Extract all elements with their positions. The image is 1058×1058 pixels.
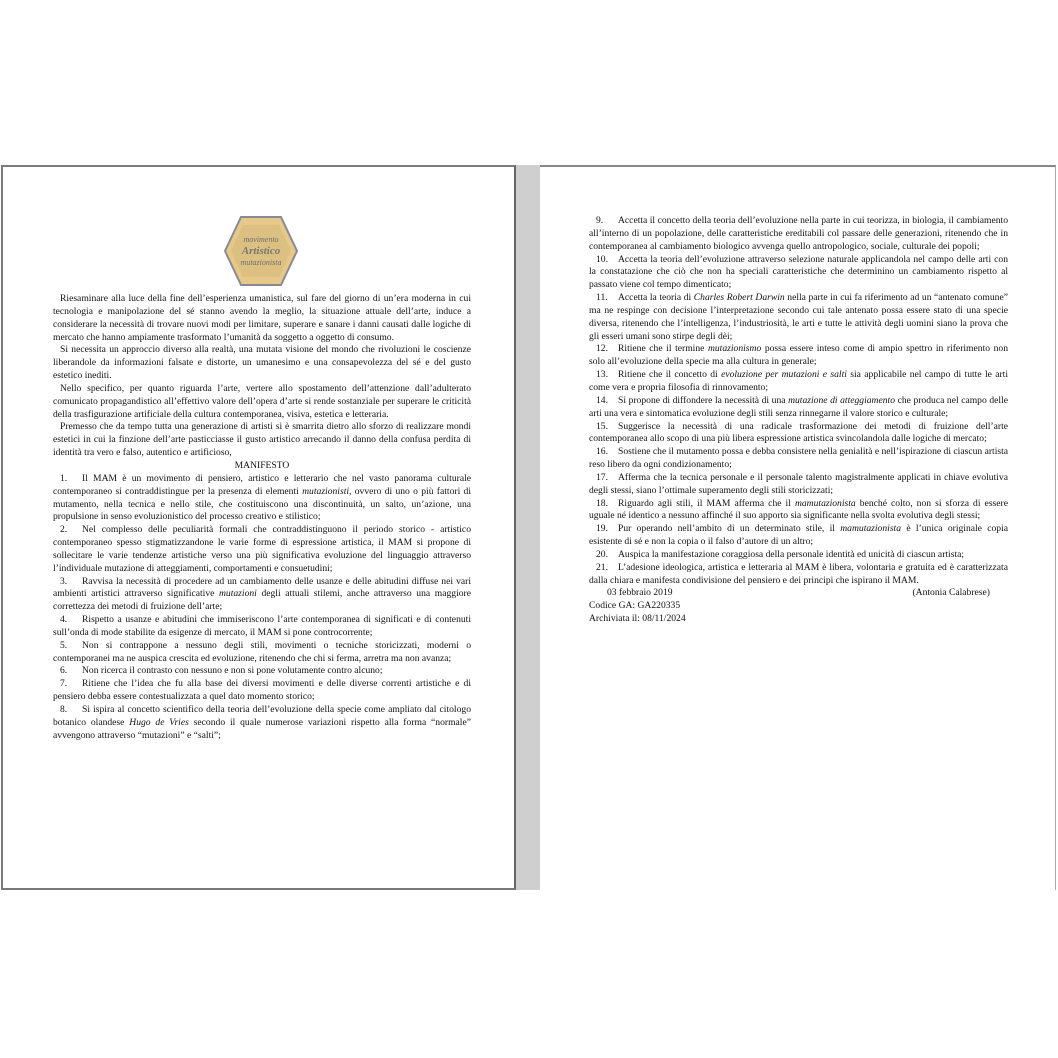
item-emphasis: Charles Robert Darwin: [693, 292, 785, 304]
intro-paragraph: Premesso che da tempo tutta una generazione di artisti si è smarrita dietro allo sforzo di realizzare mondi estetici in cui la finzione dell’arte pasticciasse il gusto artistico arrecando il danno della confusa perdita di identità tra vero e falso, autentico e artificioso,: [53, 421, 471, 459]
item-number: 10.: [596, 253, 608, 265]
manifesto-item: [53, 665, 471, 678]
item-emphasis: mamutazionista: [794, 497, 856, 509]
item-emphasis: mutazionismo: [707, 343, 762, 355]
item-number: 18.: [596, 497, 608, 509]
item-number: 8.: [60, 704, 68, 715]
left-column: [53, 293, 471, 743]
item-text-tail: possa essere inteso come di ampio spettro in riferimento non solo all’evoluzione della specie ma alla cultura in generale;: [589, 343, 1008, 368]
logo-text-3: mutazionista: [240, 258, 282, 267]
manifesto-item: [589, 421, 1008, 447]
right-page: [540, 165, 1056, 890]
manifesto-item: [589, 562, 1008, 588]
item-number: 1.: [60, 472, 68, 484]
manifesto-item: [589, 472, 1008, 498]
manifesto-item: [53, 678, 471, 704]
item-emphasis: mutazionisti: [302, 485, 350, 497]
item-number: 15.: [596, 420, 608, 432]
manifesto-item: [589, 549, 1008, 562]
manifesto-item: [53, 524, 471, 575]
manifesto-item: [589, 498, 1008, 524]
manifesto-item: [53, 576, 471, 615]
item-text: Ravvisa la necessità di procedere ad un cambiamento delle usanze e delle abitudini diffuse nei vari ambienti artistici attraverso significative: [53, 575, 471, 600]
item-text: Sostiene che il mutamento possa e debba consistere nella genialità e nell’ispirazione di ciascun artista reso libero da ogni condizionamento;: [589, 446, 1009, 471]
item-number: 11.: [596, 292, 608, 304]
author: (Antonia Calabrese): [912, 587, 990, 599]
item-number: 13.: [596, 369, 608, 381]
item-text-tail: che produca nel campo delle arti una vera e sintomatica evoluzione degli stili senza rinnegarne il valore storico e culturale;: [589, 394, 1008, 419]
document-code: Codice GA: GA220335: [589, 600, 681, 612]
item-text-tail: sia applicabile nel campo di tutte le arti come vera e propria filosofia di rinnovamento;: [589, 369, 1008, 393]
manifesto-item: [589, 395, 1008, 421]
logo-movimento-artistico-mutazionista: [223, 215, 299, 287]
manifesto-item: [589, 292, 1008, 343]
item-text: Ritiene che il concetto di: [618, 369, 722, 381]
item-number: 14.: [596, 394, 608, 406]
date: 03 febbraio 2019: [607, 587, 673, 599]
item-text: Suggerisce la necessità di una radicale trasformazione dei metodi di fruizione dell’arte contemporanea allo scopo di una più libera espressione artistica svincolandola dalle logiche di mercato;: [589, 420, 1008, 445]
item-number: 16.: [596, 446, 608, 458]
item-text: Si propone di diffondere la necessità di una: [618, 394, 789, 406]
item-text: Rispetto a usanze e abitudini che immiseriscono l’arte contemporanea di significati e di contenuti sull’onda di mode stabilite da esigenze di mercato, il MAM si pone controcorrente;: [53, 614, 471, 638]
manifesto-item: [589, 343, 1008, 369]
item-text: Ritiene che l’idea che fu alla base dei diversi movimenti e delle diverse correnti artistiche e di pensiero debba essere contestualizzata a quel dato momento storico;: [53, 678, 471, 703]
manifesto-item: [589, 523, 1008, 549]
manifesto-title: MANIFESTO: [234, 459, 290, 471]
manifesto-item: [53, 614, 471, 640]
item-emphasis: mutazione di atteggiamento: [788, 394, 895, 406]
manifesto-item: [53, 704, 471, 743]
manifesto-item: [589, 446, 1008, 472]
item-text: Nel complesso delle peculiarità formali che contraddistinguono il periodo storico - artistico contemporaneo spesso stigmatizzandone le varie forme di espressione artistica, il MAM si propone di sollecitare le varie tendenze artistiche verso una più significativa evoluzione del linguaggio attraverso l’individuale mutazione di atteggiamenti, comportamenti e consuetudini;: [53, 524, 471, 574]
item-number: 7.: [60, 678, 68, 690]
manifesto-item: [53, 473, 471, 524]
item-text: Il MAM è un movimento di pensiero, artistico e letterario che nel vasto panorama culturale contemporaneo si contraddistingue per la presenza di elementi: [53, 472, 471, 497]
intro-paragraph: Nello specifico, per quanto riguarda l’arte, vertere allo spostamento dell’attenzione dall’adulterato comunicato propagandistico all’effettivo valore dell’opera d’arte si rende sostanziale per superare le criticità della trasfigurazione artificiale della cultura contemporanea, visiva, estetica e letteraria.: [53, 382, 471, 420]
manifesto-list-right: [589, 215, 1008, 587]
item-text-tail: degli attuali stilemi, anche attraverso una maggiore correttezza dei metodi di fruizione dell’arte;: [53, 588, 471, 613]
item-text-tail: , ovvero di uno o più fattori di mutamento, nella tecnica e nello stile, che costituiscono una discontinuità, un salto, un’azione, una propulsione in senso evoluzionistico del processo creativo e stilistico;: [53, 485, 472, 523]
signature-line: [589, 587, 1008, 600]
item-text: Pur operando nell’ambito di un determinato stile, il: [618, 523, 841, 535]
item-number: 4.: [60, 614, 68, 626]
item-emphasis: Hugo de Vries: [129, 716, 189, 728]
right-column: [589, 215, 1008, 626]
item-number: 21.: [596, 561, 608, 573]
item-number: 19.: [596, 523, 608, 535]
item-text-tail: nella parte in cui fa riferimento ad un “antenato comune” ma ne respinge con decisione l’interpretazione secondo cui tale antenato possa essere stato di una specie diversa, ritenendo che l’intelligenza, l’industriosità, le arti e tutte le attività degli uomini siano la prova che gli esseri umani sono stirpe degli dèi;: [589, 292, 1008, 342]
manifesto-item: [589, 215, 1008, 254]
item-emphasis: mamutazionista: [840, 523, 902, 535]
manifesto-item: [53, 640, 471, 666]
item-number: 12.: [596, 343, 608, 355]
item-number: 20.: [596, 548, 608, 560]
item-emphasis: mutazioni: [218, 588, 257, 600]
item-number: 6.: [60, 665, 68, 677]
item-text-tail: secondo il quale numerose variazioni rispetto alla forma “normale” avvengono attraverso “mutazioni” e “salti”;: [53, 716, 471, 741]
manifesto-item: [589, 254, 1008, 293]
manifesto-list-left: [53, 473, 471, 743]
intro-paragraph: Si necessita un approccio diverso alla realtà, una mutata visione del mondo che rivoluzioni le coscienze liberandole da informazioni falsate e distorte, un umanesimo e una consapevolezza del sé e del gusto estetico inediti.: [53, 344, 471, 382]
logo-text-1: movimento: [243, 235, 279, 244]
item-text: Non ricerca il contrasto con nessuno e non si pone volutamente contro alcuno;: [82, 665, 383, 677]
archive-date: Archiviata il: 08/11/2024: [589, 613, 686, 625]
item-number: 17.: [596, 471, 608, 483]
intro-paragraph: Riesaminare alla luce della fine dell’esperienza umanistica, sul fare del giorno di un’era moderna in cui tecnologia e manipolazione del sé stanno avendo la meglio, la situazione attuale dell’arte, induce a considerare la necessità di trovare nuovi modi per limitare, superare e sanare i danni causati dalle logiche di mercato che hanno ampiamente trasformato l’umanità da soggetto a oggetto di consumo.: [53, 293, 471, 343]
item-text: Accetta il concetto della teoria dell’evoluzione nella parte in cui teorizza, in biologia, il cambiamento all’interno di un popolazione, delle caratteristiche ereditabili col passare delle generazioni, ritenendo che in contemporanea al cambiamento biologico avvenga quello antropologico, sociale, culturale dei popoli;: [589, 215, 1008, 252]
item-number: 2.: [60, 524, 68, 536]
item-emphasis: evoluzione per mutazioni e salti: [721, 369, 847, 381]
item-text: Auspica la manifestazione coraggiosa della personale identità ed unicità di ciascun artista;: [618, 548, 965, 560]
item-text: Si ispira al concetto scientifico della teoria dell’evoluzione della specie come ampliato dal citologo botanico olandese: [53, 704, 471, 728]
item-number: 5.: [60, 639, 68, 651]
left-page: [1, 165, 516, 890]
item-text: Accetta la teoria dell’evoluzione attraverso selezione naturale applicandola nel campo delle arti con la constatazione che ciò che non ha speciali caratteristiche che determinino un cambiamento rispetto al passato viene col tempo dimenticato;: [589, 253, 1008, 291]
item-text: Non si contrappone a nessuno degli stili, movimenti o tecniche storicizzati, moderni o contemporanei ma ne auspica crescita ed evoluzione, ritenendo che chi si ferma, arretra ma non avanza;: [53, 639, 471, 664]
item-text: Afferma che la tecnica personale e il personale talento magistralmente applicati in chiave evolutiva degli stessi, siano l’ottimale superamento degli stili storicizzati;: [589, 471, 1008, 496]
item-text: Riguardo agli stili, il MAM afferma che il: [618, 497, 795, 509]
item-text: Ritiene che il termine: [618, 343, 708, 355]
item-text-tail: benché colto, non si sforza di essere uguale né identico a nessuno affinché il suo apporto sia significante nella svolta evolutiva degli stessi;: [589, 497, 1008, 522]
item-text: L’adesione ideologica, artistica e letteraria al MAM è libera, volontaria e gratuita ed è caratterizzata dalla chiara e manifesta condivisione del pensiero e dei principi che ispirano il MAM.: [589, 561, 1008, 586]
item-number: 9.: [596, 215, 604, 226]
manifesto-item: [589, 369, 1008, 395]
item-text: Accetta la teoria di: [618, 292, 694, 304]
item-number: 3.: [60, 575, 68, 587]
page-gutter: [516, 165, 540, 890]
item-text-tail: è l’unica originale copia esistente di sé e non la copia o il falso d’autore di un altro;: [589, 523, 1008, 548]
logo-text-2: Artistico: [241, 245, 281, 257]
